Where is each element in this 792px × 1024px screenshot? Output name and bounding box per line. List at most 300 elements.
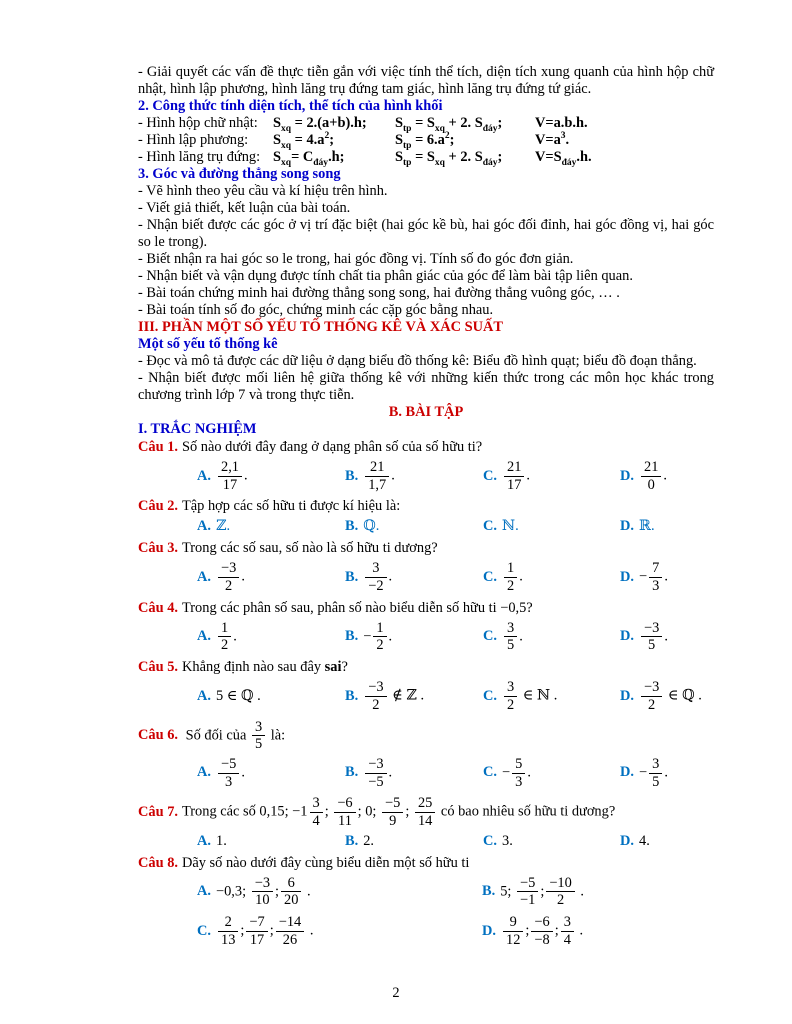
option-label: A. xyxy=(197,764,211,781)
text-run: 5 ∈ ℚ . xyxy=(216,687,261,704)
fraction-numerator: 3 xyxy=(504,680,517,697)
fraction-denominator: 5 xyxy=(254,736,263,753)
paragraph xyxy=(138,217,714,251)
text-run: Số đối của xyxy=(181,727,250,743)
paragraph xyxy=(138,183,714,200)
options-row xyxy=(197,872,714,953)
fraction-numerator: 21 xyxy=(365,460,389,477)
superscript: 3 xyxy=(560,131,566,142)
text-run: - Nhận biết và vận dụng được tính chất tia phân giác của góc để làm bài tập liên quan. xyxy=(138,268,633,284)
text-run: − xyxy=(639,764,648,781)
text-run: - Nhận biết được mối liên hệ giữa thống kê với những kiến thức trong các môn học khác trong chương trình lớp 7 và trong thực tiễn. xyxy=(138,370,714,403)
text-run: Khẳng định nào sau đây xyxy=(181,659,325,676)
fraction xyxy=(649,757,662,789)
text-run: 4. xyxy=(639,832,650,849)
text-run: ; xyxy=(554,922,559,939)
fraction-numerator: −14 xyxy=(276,915,305,932)
paragraph xyxy=(138,353,714,370)
text-run: ; xyxy=(497,115,503,131)
section-heading: III. PHẦN MỘT SỐ YẾU TỐ THỐNG KÊ VÀ XÁC SUẤT xyxy=(138,319,504,335)
formula-row xyxy=(138,149,714,166)
subscript: xq xyxy=(281,157,292,168)
formula xyxy=(395,132,535,149)
subscript: đáy xyxy=(482,157,498,168)
question-stem xyxy=(138,659,714,676)
page-number: 2 xyxy=(392,985,400,1001)
question-label: Câu 4. xyxy=(138,599,178,616)
subscript: xq xyxy=(281,140,292,151)
formula xyxy=(535,132,714,149)
fraction xyxy=(641,680,662,712)
fraction xyxy=(504,680,517,712)
question-label: Câu 8. xyxy=(138,854,178,871)
text-run: = S xyxy=(411,149,435,165)
fraction xyxy=(531,915,552,947)
text-run: - Vẽ hình theo yêu cầu và kí hiệu trên hình. xyxy=(138,183,388,199)
text-run: Trong các số 0,15; −1 xyxy=(181,803,308,820)
text-run: Trong các phân số sau, phân số nào biểu diễn số hữu ti −0,5? xyxy=(181,599,533,616)
answer-option xyxy=(483,560,620,594)
fraction xyxy=(365,460,389,492)
fraction-numerator: −10 xyxy=(546,876,575,893)
fraction-denominator: 5 xyxy=(507,637,515,654)
text-run: + 2. S xyxy=(444,115,483,131)
fraction-numerator: 3 xyxy=(365,561,386,578)
fraction-denominator: 3 xyxy=(652,578,660,595)
fraction-numerator: −5 xyxy=(382,796,403,813)
option-label: D. xyxy=(620,568,634,585)
subscript: xq xyxy=(434,157,445,168)
fraction xyxy=(252,720,265,752)
text-run: . xyxy=(244,467,248,484)
fraction-numerator: 3 xyxy=(252,720,265,737)
answer-option xyxy=(197,833,345,850)
option-label: C. xyxy=(483,628,497,645)
answer-option xyxy=(197,459,345,493)
fraction-numerator: −3 xyxy=(641,621,662,638)
answer-option xyxy=(620,756,714,790)
text-run: là: xyxy=(267,727,286,743)
text-run: - Bài toán tính số đo góc, chứng minh các cặp góc bằng nhau. xyxy=(138,302,494,318)
option-label: A. xyxy=(197,883,211,900)
answer-option xyxy=(483,459,620,493)
options-row xyxy=(197,676,714,717)
fraction-denominator: 11 xyxy=(338,812,352,829)
text-run: Tập hợp các số hữu ti được kí hiệu là: xyxy=(181,498,401,515)
text-run: ; xyxy=(540,883,545,900)
answer-option xyxy=(345,459,483,493)
text-run: S xyxy=(395,132,404,148)
fraction-numerator: 3 xyxy=(561,915,574,932)
fraction xyxy=(218,621,231,653)
answer-option xyxy=(197,756,345,790)
answer-option xyxy=(345,620,483,654)
formula-label: - Hình lập phương: xyxy=(138,132,249,148)
option-label: C. xyxy=(483,467,497,484)
text-run: V=a.b.h. xyxy=(535,115,588,131)
section-heading: Một số yếu tố thống kê xyxy=(138,336,278,352)
fraction-numerator: 3 xyxy=(649,757,662,774)
fraction xyxy=(649,561,662,593)
option-label: A. xyxy=(197,628,211,645)
fraction-denominator: 20 xyxy=(284,892,299,909)
fraction-denominator: 26 xyxy=(282,931,298,948)
answer-option xyxy=(620,560,714,594)
subscript: tp xyxy=(403,157,412,168)
text-run: = C xyxy=(291,149,314,165)
paragraph xyxy=(138,64,714,98)
fraction-denominator: 12 xyxy=(506,931,521,948)
formula xyxy=(273,115,395,132)
centered-heading: B. BÀI TẬP xyxy=(388,404,464,420)
fraction xyxy=(373,621,386,653)
fraction-denominator: −1 xyxy=(520,892,536,909)
fraction xyxy=(641,460,661,492)
fraction-numerator: −7 xyxy=(246,915,267,932)
text-run: . xyxy=(575,922,584,939)
fraction-denominator: 17 xyxy=(249,931,265,948)
options-row xyxy=(197,557,714,598)
fraction xyxy=(310,796,323,828)
fraction xyxy=(517,876,538,908)
text-run: ; xyxy=(525,922,530,939)
answer-option xyxy=(482,914,714,948)
text-run: ; xyxy=(497,149,503,165)
options-row xyxy=(197,830,714,854)
fraction-denominator: −8 xyxy=(534,931,550,948)
text-run: ℝ. xyxy=(639,518,655,535)
fraction-denominator: 2 xyxy=(376,637,384,654)
fraction-numerator: 3 xyxy=(310,796,323,813)
text-run: ; 0; xyxy=(357,803,381,820)
option-label: B. xyxy=(345,568,359,585)
option-label: A. xyxy=(197,568,211,585)
fraction xyxy=(382,796,403,828)
text-run: − xyxy=(502,764,511,781)
question-stem xyxy=(138,795,714,829)
text-run: .h. xyxy=(576,149,592,165)
text-run: . xyxy=(664,568,668,585)
text-run: ; xyxy=(329,132,334,148)
option-label: D. xyxy=(620,628,634,645)
option-label: C. xyxy=(483,687,497,704)
fraction-denominator: 4 xyxy=(312,812,320,829)
options-row xyxy=(197,515,714,539)
formula-row xyxy=(138,115,714,132)
fraction-denominator: 13 xyxy=(221,931,236,948)
text-run: ℕ. xyxy=(502,518,519,535)
text-run: S xyxy=(395,115,404,131)
text-run: .h; xyxy=(328,149,345,165)
question-label: Câu 7. xyxy=(138,803,178,820)
answer-option xyxy=(197,875,482,909)
fraction-numerator: 1 xyxy=(218,621,231,638)
fraction-denominator: 2 xyxy=(556,892,565,909)
section-heading: I. TRẮC NGHIỆM xyxy=(138,421,257,437)
subscript: tp xyxy=(403,140,412,151)
fraction-numerator: −3 xyxy=(218,561,239,578)
text-run: . xyxy=(519,628,523,645)
fraction-numerator: 25 xyxy=(415,796,435,813)
answer-option xyxy=(197,560,345,594)
answer-option xyxy=(197,518,345,535)
fraction xyxy=(218,915,238,947)
answer-option xyxy=(620,459,714,493)
text-run: - Nhận biết được các góc ở vị trí đặc biệt (hai góc kề bù, hai góc đối đỉnh, hai góc đồng vị, hai góc so le trong). xyxy=(138,217,714,250)
fraction-numerator: 9 xyxy=(503,915,523,932)
fraction-numerator: 5 xyxy=(512,757,525,774)
text-run: S xyxy=(273,149,282,165)
option-label: D. xyxy=(482,922,496,939)
option-label: C. xyxy=(483,568,497,585)
text-run: ; xyxy=(240,922,245,939)
text-run: S xyxy=(395,149,404,165)
answer-option xyxy=(482,875,714,909)
text-run: . xyxy=(241,764,245,781)
fraction xyxy=(218,757,239,789)
fraction-denominator: −5 xyxy=(368,773,384,790)
question-stem xyxy=(138,439,714,456)
fraction xyxy=(218,460,242,492)
fraction-denominator: 2 xyxy=(225,578,233,595)
fraction-numerator: 3 xyxy=(504,621,517,638)
answer-option xyxy=(620,833,714,850)
option-label: B. xyxy=(345,518,359,535)
fraction-numerator: 1 xyxy=(373,621,386,638)
fraction-numerator: −3 xyxy=(365,757,386,774)
fraction-denominator: 17 xyxy=(222,476,238,493)
fraction-numerator: 21 xyxy=(641,460,661,477)
answer-option xyxy=(483,620,620,654)
paragraph xyxy=(138,285,714,302)
text-run: ; xyxy=(405,803,413,820)
fraction-denominator: 9 xyxy=(389,812,397,829)
text-run: Trong các số sau, số nào là số hữu ti dương? xyxy=(181,540,438,557)
fraction-numerator: −6 xyxy=(531,915,552,932)
fraction-numerator: −5 xyxy=(218,757,239,774)
fraction xyxy=(503,915,523,947)
question-stem xyxy=(138,498,714,515)
text-run: ; xyxy=(324,803,333,820)
answer-option xyxy=(483,833,620,850)
formula xyxy=(273,132,395,149)
text-run: ; xyxy=(269,922,274,939)
option-label: C. xyxy=(483,832,497,849)
text-run: = S xyxy=(411,115,435,131)
text-run: ; xyxy=(449,132,455,148)
text-run: - Bài toán chứng minh hai đường thẳng song song, hai đường thẳng vuông góc, … . xyxy=(138,285,620,301)
text-run: . xyxy=(233,628,237,645)
fraction-denominator: −2 xyxy=(368,578,384,595)
fraction-denominator: 14 xyxy=(417,812,433,829)
question-label: Câu 6. xyxy=(138,727,178,743)
answer-option xyxy=(197,688,345,705)
subscript: xq xyxy=(281,123,292,134)
paragraph xyxy=(138,251,714,268)
text-run: . xyxy=(526,467,530,484)
fraction-denominator: 3 xyxy=(225,773,233,790)
fraction-numerator: −3 xyxy=(365,680,386,697)
formula xyxy=(395,115,535,132)
text-run: . xyxy=(527,764,531,781)
question-stem xyxy=(138,540,714,557)
text-run: + 2. S xyxy=(444,149,483,165)
paragraph xyxy=(138,302,714,319)
answer-option xyxy=(620,518,714,535)
text-run: ℚ. xyxy=(363,518,380,535)
fraction xyxy=(512,757,525,789)
fraction-numerator: −5 xyxy=(517,876,538,893)
fraction-numerator: −6 xyxy=(334,796,355,813)
fraction xyxy=(504,621,517,653)
answer-option xyxy=(197,620,345,654)
option-label: B. xyxy=(482,883,496,900)
text-run: . xyxy=(388,764,393,781)
answer-option xyxy=(345,679,483,713)
text-run: . xyxy=(519,568,523,585)
fraction-numerator: 2,1 xyxy=(218,460,242,477)
section-heading: 3. Góc và đường thẳng song song xyxy=(138,166,341,182)
fraction-numerator: 1 xyxy=(504,561,517,578)
text-run: = 4.a xyxy=(291,132,325,148)
text-run: - Đọc và mô tả được các dữ liệu ở dạng biểu đồ thống kê: Biểu đồ hình quạt; biểu đồ đoạn thẳng. xyxy=(138,353,697,369)
fraction-denominator: 0 xyxy=(647,476,655,493)
text-run: − xyxy=(639,568,648,585)
option-label: D. xyxy=(620,687,634,704)
text-run: = 6.a xyxy=(411,132,445,148)
text-run: ? xyxy=(341,659,348,676)
text-run: S xyxy=(273,132,282,148)
text-run: ℤ. xyxy=(216,518,231,535)
text-run: − xyxy=(363,628,372,645)
fraction xyxy=(365,561,386,593)
fraction xyxy=(218,561,239,593)
paragraph xyxy=(138,268,714,285)
fraction-numerator: 21 xyxy=(504,460,524,477)
text-run: ∈ ℕ . xyxy=(519,687,558,704)
fraction-denominator: 5 xyxy=(648,637,656,654)
answer-option xyxy=(483,518,620,535)
option-label: B. xyxy=(345,628,359,645)
text-run: sai xyxy=(324,659,342,676)
question-label: Câu 5. xyxy=(138,659,178,676)
option-label: B. xyxy=(345,467,359,484)
fraction-numerator: −3 xyxy=(641,680,662,697)
fraction xyxy=(561,915,574,947)
question-stem xyxy=(138,855,714,872)
fraction-denominator: 3 xyxy=(515,773,523,790)
text-run: - Biết nhận ra hai góc so le trong, hai góc đồng vị. Tính số đo góc đơn giản. xyxy=(138,251,574,267)
text-run: 3. xyxy=(502,832,513,849)
fraction xyxy=(334,796,355,828)
question-label: Câu 2. xyxy=(138,498,178,515)
option-label: B. xyxy=(345,687,359,704)
text-run: . xyxy=(565,132,570,148)
fraction xyxy=(504,460,524,492)
text-run: V=S xyxy=(535,149,562,165)
formula xyxy=(273,149,395,166)
option-label: C. xyxy=(483,764,497,781)
text-run: Số nào dưới đây đang ở dạng phân số của số hữu ti? xyxy=(181,439,483,455)
fraction-denominator: 4 xyxy=(563,931,571,948)
formula-label: - Hình hộp chữ nhật: xyxy=(138,115,258,131)
formula xyxy=(535,149,714,166)
answer-option xyxy=(345,560,483,594)
option-label: A. xyxy=(197,687,211,704)
fraction xyxy=(252,876,273,908)
text-run: . xyxy=(303,883,311,900)
formula-row xyxy=(138,132,714,149)
answer-option xyxy=(483,679,620,713)
fraction-denominator: 2 xyxy=(648,696,656,713)
fraction xyxy=(546,876,575,908)
text-run: . xyxy=(306,922,314,939)
text-run: −0,3; xyxy=(216,883,250,900)
option-label: D. xyxy=(620,764,634,781)
option-label: B. xyxy=(345,832,359,849)
fraction xyxy=(365,680,386,712)
fraction-numerator: −3 xyxy=(252,876,273,893)
text-run: V=a xyxy=(535,132,561,148)
text-run: . xyxy=(664,764,668,781)
text-run: 1. xyxy=(216,832,227,849)
option-label: A. xyxy=(197,518,211,535)
fraction xyxy=(365,757,386,789)
document-content xyxy=(138,64,714,952)
fraction-denominator: 1,7 xyxy=(368,476,387,493)
answer-option xyxy=(345,833,483,850)
answer-option xyxy=(483,756,620,790)
formula-label: - Hình lăng trụ đứng: xyxy=(138,149,261,165)
text-run: Dãy số nào dưới đây cùng biểu diễn một số hữu ti xyxy=(181,854,470,871)
option-label: C. xyxy=(197,922,211,939)
fraction-numerator: 7 xyxy=(649,561,662,578)
options-row xyxy=(197,617,714,658)
option-label: A. xyxy=(197,467,211,484)
subscript: xq xyxy=(434,123,445,134)
paragraph xyxy=(138,370,714,404)
subscript: đáy xyxy=(482,123,498,134)
text-run: - Viết giả thiết, kết luận của bài toán. xyxy=(138,200,351,216)
fraction xyxy=(641,621,662,653)
option-label: D. xyxy=(620,832,634,849)
fraction-denominator: 10 xyxy=(255,892,270,909)
answer-option xyxy=(197,914,482,948)
text-run: S xyxy=(273,115,282,131)
option-label: C. xyxy=(483,518,497,535)
question-stem xyxy=(138,719,714,753)
text-run: . xyxy=(576,883,585,900)
text-run: ; xyxy=(275,883,280,900)
answer-option xyxy=(620,679,714,713)
formula xyxy=(395,149,535,166)
fraction-numerator: 2 xyxy=(218,915,238,932)
fraction-denominator: 2 xyxy=(507,578,515,595)
formula xyxy=(535,115,714,132)
text-run: . xyxy=(664,628,668,645)
text-run: = 2.(a+b).h; xyxy=(291,115,367,131)
text-run: . xyxy=(241,568,245,585)
question-label: Câu 3. xyxy=(138,540,178,557)
fraction-denominator: 2 xyxy=(372,696,380,713)
fraction xyxy=(246,915,267,947)
fraction xyxy=(276,915,305,947)
options-row xyxy=(197,456,714,497)
superscript: 2 xyxy=(324,131,330,142)
text-run: 5; xyxy=(500,883,515,900)
text-run: . xyxy=(388,628,393,645)
answer-option xyxy=(345,518,483,535)
